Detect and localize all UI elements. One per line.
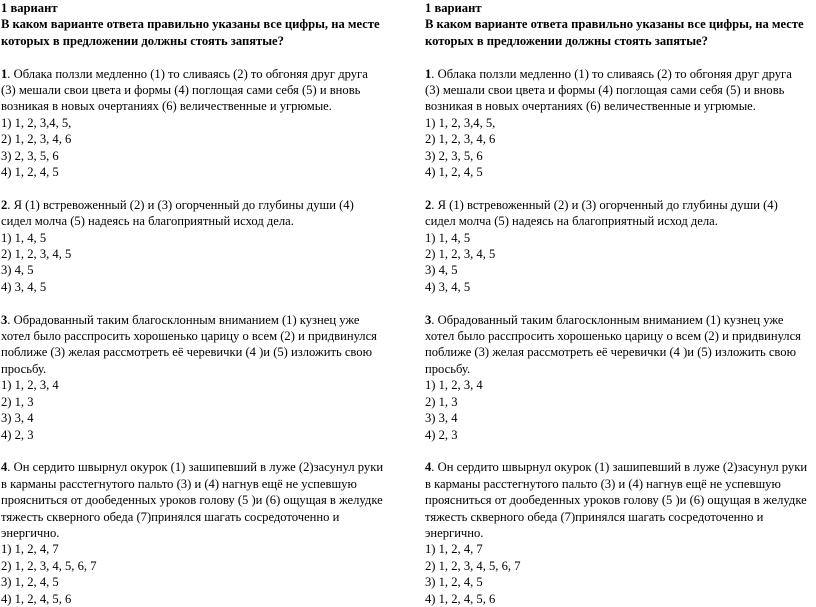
answer-option: 4) 3, 4, 5 xyxy=(425,279,471,294)
question-number: 3 xyxy=(425,312,432,327)
question-text: возникая в новых очертаниях (6) величественные и угрюмые. xyxy=(425,99,756,114)
answer-option: 4) 1, 2, 4, 5, 6 xyxy=(1,591,72,606)
answer-option: 2) 1, 2, 3, 4, 5 xyxy=(1,247,72,262)
question-number: 2 xyxy=(425,197,432,212)
answer-option: 1) 1, 2, 3,4, 5, xyxy=(1,115,72,130)
answer-option: 2) 1, 3 xyxy=(425,394,458,409)
question-text-line xyxy=(425,492,816,508)
answer-option: 2) 1, 2, 3, 4, 6 xyxy=(1,132,72,147)
question-number: 3 xyxy=(1,312,8,327)
answer-option: 1) 1, 4, 5 xyxy=(1,230,47,245)
answer-option: 3) 4, 5 xyxy=(1,263,34,278)
question-block xyxy=(1,66,401,181)
answer-option: 4) 1, 2, 4, 5 xyxy=(425,165,483,180)
answer-option: 3) 1, 2, 4, 5 xyxy=(425,575,483,590)
answer-option: 2) 1, 3 xyxy=(1,394,34,409)
question-text-line xyxy=(425,459,816,475)
question-text-line xyxy=(425,66,816,82)
question-text: поближе (3) желая рассмотреть её черевички (4 )и (5) изложить свою xyxy=(425,345,796,360)
question-number: 4 xyxy=(1,460,8,475)
question-text-line xyxy=(425,328,816,344)
answer-option: 1) 1, 2, 3, 4 xyxy=(1,378,59,393)
question-text: . Он сердито швырнул окурок (1) зашипевший в луже (2)засунул руки xyxy=(7,460,384,475)
answer-option: 1) 1, 4, 5 xyxy=(425,230,471,245)
spacer xyxy=(425,443,816,459)
answer-option: 4) 1, 2, 4, 5 xyxy=(1,165,59,180)
answer-option: 4) 3, 4, 5 xyxy=(1,279,47,294)
question-text-line xyxy=(1,525,401,541)
instruction-line: В каком варианте ответа правильно указаны все цифры, на месте xyxy=(1,17,380,32)
instruction-line: которых в предложении должны стоять запятые? xyxy=(1,33,284,48)
answer-option: 3) 1, 2, 4, 5 xyxy=(1,575,59,590)
answer-option: 3) 3, 4 xyxy=(425,411,458,426)
question-text: проясниться от дообеденных уроков голову (5 )и (6) ощущая в желудке xyxy=(1,493,383,508)
variant-title: 1 вариант xyxy=(1,1,58,15)
question-text: хотел было расспросить хорошенько царицу о всем (2) и придвинулся xyxy=(425,329,801,344)
question-text-line xyxy=(1,476,401,492)
question-text: . Обрадованный таким благосклонным вниманием (1) кузнец уже xyxy=(7,312,360,327)
answer-option: 4) 2, 3 xyxy=(1,427,34,442)
question-text: хотел было расспросить хорошенько царицу о всем (2) и придвинулся xyxy=(1,329,377,344)
question-block xyxy=(425,312,816,443)
spacer xyxy=(1,180,401,196)
question-number: 1 xyxy=(1,66,8,81)
answer-option: 1) 1, 2, 3,4, 5, xyxy=(425,115,496,130)
question-block xyxy=(1,197,401,295)
question-text-line xyxy=(1,197,401,213)
question-text: просьбу. xyxy=(425,361,471,376)
question-text: энергично. xyxy=(1,525,60,540)
question-text: . Облака ползли медленно (1) то сливаясь (2) то обгоняя друг друга xyxy=(431,66,792,81)
variant-title: 1 вариант xyxy=(425,1,482,15)
question-text: . Я (1) встревоженный (2) и (3) огорченный до глубины души (4) xyxy=(7,197,354,212)
question-text: (3) мешали свои цвета и формы (4) поглощая сами себя (5) и вновь xyxy=(1,83,361,98)
question-text-line xyxy=(425,476,816,492)
spacer xyxy=(425,49,816,65)
question-text: тяжесть скверного обеда (7)принялся шагать сосредоточенно и xyxy=(1,509,340,524)
spacer xyxy=(425,295,816,311)
instruction-line: которых в предложении должны стоять запятые? xyxy=(425,33,708,48)
spacer xyxy=(1,295,401,311)
question-text-line xyxy=(425,344,816,360)
answer-option: 4) 2, 3 xyxy=(425,427,458,442)
answer-option: 2) 1, 2, 3, 4, 5, 6, 7 xyxy=(1,558,97,573)
question-text-line xyxy=(1,328,401,344)
question-text-line xyxy=(1,312,401,328)
question-text: . Он сердито швырнул окурок (1) зашипевший в луже (2)засунул руки xyxy=(431,460,808,475)
question-text-line xyxy=(1,98,401,114)
question-text: (3) мешали свои цвета и формы (4) поглощая сами себя (5) и вновь xyxy=(425,83,785,98)
question-text: . Я (1) встревоженный (2) и (3) огорченный до глубины души (4) xyxy=(431,197,778,212)
question-text-line xyxy=(1,66,401,82)
question-text: проясниться от дообеденных уроков голову (5 )и (6) ощущая в желудке xyxy=(425,493,807,508)
spacer xyxy=(1,443,401,459)
variant-column-left xyxy=(1,0,401,607)
question-text-line xyxy=(1,361,401,377)
question-text: в карманы расстегнутого пальто (3) и (4) нагнув ещё не успевшую xyxy=(1,476,357,491)
question-text-line xyxy=(425,197,816,213)
question-text-line xyxy=(425,361,816,377)
question-text: энергично. xyxy=(425,525,484,540)
question-block xyxy=(1,459,401,607)
question-number: 2 xyxy=(1,197,8,212)
question-text: . Обрадованный таким благосклонным вниманием (1) кузнец уже xyxy=(431,312,784,327)
question-text: просьбу. xyxy=(1,361,47,376)
question-text: в карманы расстегнутого пальто (3) и (4) нагнув ещё не успевшую xyxy=(425,476,781,491)
question-block xyxy=(425,197,816,295)
question-text-line xyxy=(1,344,401,360)
question-text-line xyxy=(1,82,401,98)
question-text: возникая в новых очертаниях (6) величественные и угрюмые. xyxy=(1,99,332,114)
variant-column-right xyxy=(425,0,816,607)
answer-option: 2) 1, 2, 3, 4, 5, 6, 7 xyxy=(425,558,521,573)
question-block xyxy=(1,312,401,443)
question-text: поближе (3) желая рассмотреть её черевички (4 )и (5) изложить свою xyxy=(1,345,372,360)
question-text: . Облака ползли медленно (1) то сливаясь (2) то обгоняя друг друга xyxy=(7,66,368,81)
question-text-line xyxy=(1,213,401,229)
answer-option: 2) 1, 2, 3, 4, 5 xyxy=(425,247,496,262)
question-text-line xyxy=(425,525,816,541)
question-text-line xyxy=(425,213,816,229)
question-text-line xyxy=(425,98,816,114)
question-text-line xyxy=(425,82,816,98)
question-block xyxy=(425,66,816,181)
question-number: 1 xyxy=(425,66,432,81)
answer-option: 3) 2, 3, 5, 6 xyxy=(1,148,59,163)
answer-option: 1) 1, 2, 4, 7 xyxy=(425,542,483,557)
question-number: 4 xyxy=(425,460,432,475)
question-text-line xyxy=(1,459,401,475)
question-text-line xyxy=(425,509,816,525)
question-text: тяжесть скверного обеда (7)принялся шагать сосредоточенно и xyxy=(425,509,764,524)
question-text-line xyxy=(425,312,816,328)
instruction-line: В каком варианте ответа правильно указаны все цифры, на месте xyxy=(425,17,804,32)
answer-option: 1) 1, 2, 4, 7 xyxy=(1,542,59,557)
spacer xyxy=(425,180,816,196)
question-text: сидел молча (5) надеясь на благоприятный исход дела. xyxy=(1,214,294,229)
answer-option: 1) 1, 2, 3, 4 xyxy=(425,378,483,393)
question-text-line xyxy=(1,509,401,525)
question-text: сидел молча (5) надеясь на благоприятный исход дела. xyxy=(425,214,718,229)
question-block xyxy=(425,459,816,607)
answer-option: 2) 1, 2, 3, 4, 6 xyxy=(425,132,496,147)
question-text-line xyxy=(1,492,401,508)
answer-option: 3) 3, 4 xyxy=(1,411,34,426)
spacer xyxy=(1,49,401,65)
answer-option: 4) 1, 2, 4, 5, 6 xyxy=(425,591,496,606)
answer-option: 3) 2, 3, 5, 6 xyxy=(425,148,483,163)
answer-option: 3) 4, 5 xyxy=(425,263,458,278)
